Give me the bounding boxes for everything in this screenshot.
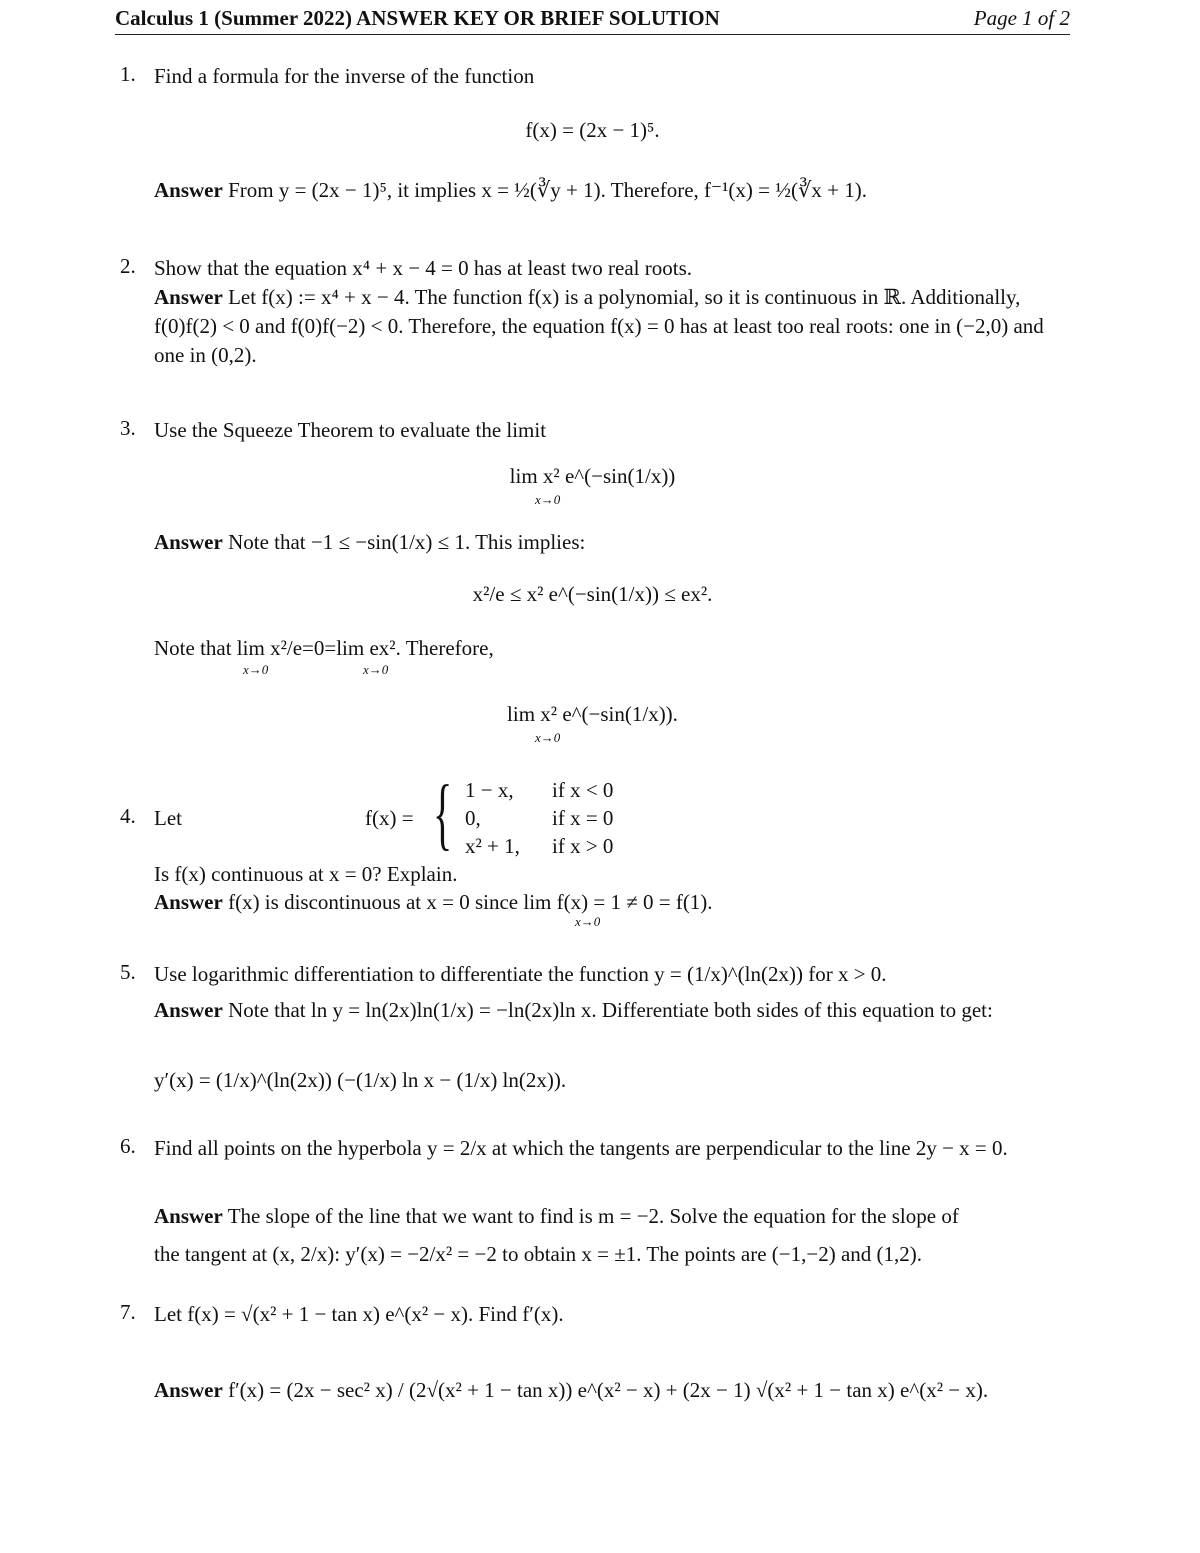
limit-result-display: lim x² e^(−sin(1/x)). (507, 702, 678, 726)
answer-text: The slope of the line that we want to find is m = −2. Solve the equation for the slope of (227, 1204, 959, 1228)
answer-label: Answer (154, 178, 223, 202)
answer-text: Let f(x) := x⁴ + x − 4. The function f(x) is a polynomial, so it is continuous in ℝ. Additionally, f(0)f(2) < 0 and f(0)f(−2) < 0. Therefore, the equation f(x) = 0 has at least too real roots: one in (−2,0) and one in (0,2). (154, 285, 1044, 367)
answer-text: Note that −1 ≤ −sin(1/x) ≤ 1. This implies: (228, 530, 586, 554)
problem-number: 2. (120, 254, 136, 278)
answer-label: Answer (154, 890, 223, 914)
problem-question: Let f(x) = √(x² + 1 − tan x) e^(x² − x). Find f′(x). (154, 1302, 564, 1326)
limit-subscript: x→0 (363, 662, 389, 677)
limit-subscript: x→0 (575, 914, 601, 929)
problem-question: Show that the equation x⁴ + x − 4 = 0 has at least two real roots. (154, 256, 693, 280)
case-condition: if x > 0 (552, 834, 614, 858)
problem-question: Use logarithmic differentiation to differentiate the function y = (1/x)^(ln(2x)) for x > 0. (154, 962, 887, 986)
page-header (115, 4, 1070, 35)
problem-answer (154, 996, 1070, 1025)
limit-subscript: x→0 (535, 492, 561, 507)
function-label: f(x) = (365, 806, 414, 830)
answer-continuation: the tangent at (x, 2/x): y′(x) = −2/x² = −2 to obtain x = ±1. The points are (−1,−2) and (1,2). (154, 1242, 923, 1266)
case-expression: 0, (465, 806, 481, 830)
page-number: Page 1 of 2 (973, 6, 1070, 30)
problem-answer (154, 1202, 1070, 1231)
answer-label: Answer (154, 998, 223, 1022)
problem-number: 6. (120, 1134, 136, 1158)
problem-number: 1. (120, 62, 136, 86)
derivative-result: y′(x) = (1/x)^(ln(2x)) (−(1/x) ln x − (1/x) ln(2x)). (154, 1068, 567, 1092)
answer-label: Answer (154, 1378, 223, 1402)
problem-answer (154, 176, 1070, 205)
case-expression: x² + 1, (465, 834, 520, 858)
answer-label: Answer (154, 285, 223, 309)
problem-answer (154, 888, 1070, 917)
problem-question: Find all points on the hyperbola y = 2/x at which the tangents are perpendicular to the line 2y − x = 0. (154, 1136, 1008, 1160)
problem-question: Find a formula for the inverse of the function (154, 64, 535, 88)
problem-question: Use the Squeeze Theorem to evaluate the limit (154, 418, 547, 442)
limit-display: lim x² e^(−sin(1/x)) (509, 464, 676, 488)
problem-lead: Let (154, 806, 182, 830)
problem-answer (154, 283, 1070, 370)
document-page (115, 0, 1070, 1553)
case-expression: 1 − x, (465, 778, 514, 802)
case-condition: if x < 0 (552, 778, 614, 802)
answer-label: Answer (154, 1204, 223, 1228)
answer-text: Note that ln y = ln(2x)ln(1/x) = −ln(2x)ln x. Differentiate both sides of this equation to get: (228, 998, 993, 1022)
limit-note: Note that lim x²/e=0=lim ex². Therefore, (154, 636, 494, 660)
limit-subscript: x→0 (243, 662, 269, 677)
problem-question: Is f(x) continuous at x = 0? Explain. (154, 862, 458, 886)
problem-number: 4. (120, 804, 136, 828)
answer-text: f′(x) = (2x − sec² x) / (2√(x² + 1 − tan x)) e^(x² − x) + (2x − 1) √(x² + 1 − tan x) e^(x² − x). (228, 1378, 989, 1402)
case-condition: if x = 0 (552, 806, 614, 830)
problem-number: 3. (120, 416, 136, 440)
answer-text: From y = (2x − 1)⁵, it implies x = ½(∛y + 1). Therefore, f⁻¹(x) = ½(∛x + 1). (228, 178, 867, 202)
display-equation: f(x) = (2x − 1)⁵. (525, 118, 660, 142)
answer-label: Answer (154, 530, 223, 554)
problem-number: 5. (120, 960, 136, 984)
problem-number: 7. (120, 1300, 136, 1324)
document-title: Calculus 1 (Summer 2022) ANSWER KEY OR BRIEF SOLUTION (115, 6, 720, 30)
problem-answer (154, 1376, 1070, 1405)
limit-subscript: x→0 (535, 730, 561, 745)
answer-text: f(x) is discontinuous at x = 0 since lim f(x) = 1 ≠ 0 = f(1). (228, 890, 713, 914)
problem-answer (154, 528, 1070, 557)
inequality-display: x²/e ≤ x² e^(−sin(1/x)) ≤ ex². (472, 582, 713, 606)
left-brace: { (433, 770, 453, 858)
